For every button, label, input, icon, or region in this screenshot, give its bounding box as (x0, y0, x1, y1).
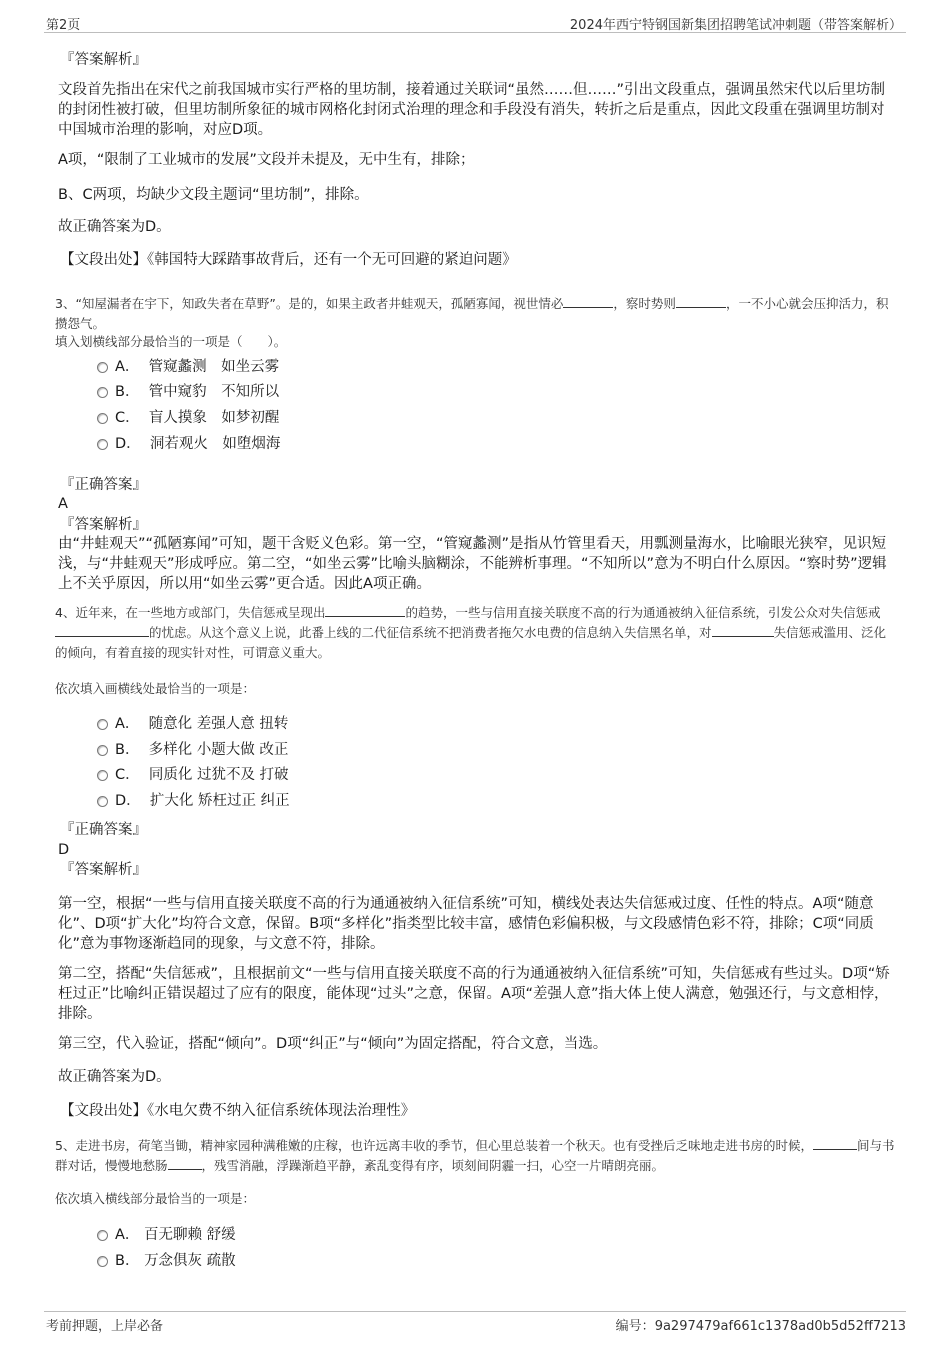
option-text: 随意化 差强人意 扭转 (148, 716, 289, 732)
option-text: 管中窥豹 不知所以 (148, 384, 280, 400)
document-title: 2024年西宁特钢国新集团招聘笔试冲刺题（带答案解析） (569, 18, 902, 33)
question-text: 的忧虑。从这个意义上说，此番上线的二代征信系统不把消费者拖欠水电费的信息纳入失信黑名单，对 (149, 625, 712, 640)
option-letter: A． (115, 716, 140, 732)
footer-slogan: 考前押题，上岸必备 (46, 1319, 164, 1334)
analysis-paragraph: 文段首先指出在宋代之前我国城市实行严格的里坊制，接着通过关联词“虽然……但……”引出文段重点，强调虽然宋代以后里坊制的封闭性被打破，但里坊制所象征的城市网格化封闭式治理的理念和手段没有消失，转折之后是重点，因此文段重在强调里坊制对中国城市治理的影响，对应D项。 (58, 82, 886, 138)
document-code (616, 1315, 906, 1334)
analysis-paragraph: A项，“限制了工业城市的发展”文段并未提及，无中生有，排除； (58, 152, 475, 168)
analysis-label: 『答案解析』 (60, 862, 147, 878)
page-footer (44, 1311, 906, 1336)
option-d[interactable] (97, 433, 281, 455)
option-d[interactable] (97, 790, 290, 812)
question-text: 4、近年来，在一些地方或部门，失信惩戒呈现出 (55, 605, 326, 620)
option-b[interactable] (97, 381, 280, 403)
question-text: 的趋势，一些与信用直接关联度不高的行为通通被纳入征信系统，引发公众对失信惩戒 (405, 605, 881, 620)
option-b[interactable] (97, 739, 289, 761)
analysis-label: 『答案解析』 (60, 517, 147, 533)
fill-blank (325, 604, 405, 617)
option-letter: B． (115, 384, 140, 400)
fill-blank (563, 295, 613, 308)
option-a[interactable] (97, 713, 289, 735)
question-text: 失信惩戒滥用、泛化的倾向，有着直接的现实针对性，可谓意义重大。 (55, 625, 887, 660)
option-a[interactable] (97, 1224, 236, 1246)
analysis-paragraph: 第二空，搭配“失信惩戒”，且根据前文“一些与信用直接关联度不高的行为通通被纳入征信系统”可知，失信惩戒有些过头。D项“矫枉过正”比喻纠正错误超过了应有的限度，能体现“过头”之意，保留。A项“差强人意”指大体上使人满意，勉强还行，与文意相悖，排除。 (58, 966, 890, 1022)
radio-button[interactable] (97, 719, 108, 730)
passage-source: 【文段出处】《韩国特大踩踏事故背后，还有一个无可回避的紧迫问题》 (60, 252, 517, 268)
analysis-paragraph: 由“井蛙观天”“孤陋寡闻”可知，题干含贬义色彩。第一空，“管窥蠡测”是指从竹管里看天，用瓢测量海水，比喻眼光狭窄，见识短浅，与“井蛙观天”形成呼应。第二空，“如坐云雾”比喻头脑糊涂，不能辨析事理。“不知所以”意为不明白什么原因。“察时势”逻辑上不关乎原因，所以用“如坐云雾”更合适。因此A项正确。 (58, 536, 887, 592)
correct-answer-label: 『正确答案』 (60, 822, 147, 838)
option-text: 盲人摸象 如梦初醒 (148, 410, 280, 426)
option-text: 万念俱灰 疏散 (144, 1253, 236, 1269)
question-instruction: 依次填入画横线处最恰当的一项是： (55, 681, 256, 696)
fill-blank (712, 624, 774, 637)
option-letter: B． (115, 742, 140, 758)
radio-button[interactable] (97, 387, 108, 398)
analysis-paragraph: B、C两项，均缺少文段主题词“里坊制”，排除。 (58, 187, 369, 203)
analysis-paragraph: 第三空，代入验证，搭配“倾向”。D项“纠正”与“倾向”为固定搭配，符合文意，当选。 (58, 1036, 608, 1052)
correct-answer: A (58, 496, 68, 512)
fill-blank (676, 295, 726, 308)
question-3-stem (55, 294, 897, 334)
code-value: 9a297479af661c1378ad0b5d52ff7213 (654, 1319, 906, 1334)
code-label: 编号： (615, 1319, 655, 1334)
option-letter: C． (115, 767, 140, 783)
radio-button[interactable] (97, 745, 108, 756)
option-text: 百无聊赖 舒缓 (144, 1227, 236, 1243)
fill-blank (55, 624, 149, 637)
radio-button[interactable] (97, 796, 108, 807)
fill-blank (168, 1157, 202, 1170)
question-text: 5、走进书房，荷笔当锄，精神家园种满稚嫩的庄稼，也许远离丰收的季节，但心里总装着一个秋天。也有受挫后乏味地走进书房的时候， (55, 1138, 813, 1153)
analysis-paragraph: 故正确答案为D。 (58, 219, 171, 235)
question-instruction: 依次填入横线部分最恰当的一项是： (55, 1191, 256, 1206)
option-text: 同质化 过犹不及 打破 (148, 767, 289, 783)
analysis-label: 『答案解析』 (60, 52, 147, 68)
option-letter: A． (115, 1227, 140, 1243)
question-text: 间与书群对话，慢慢地愁肠 (55, 1138, 895, 1173)
option-letter: D． (115, 436, 141, 452)
option-c[interactable] (97, 407, 280, 429)
option-letter: A． (115, 359, 140, 375)
radio-button[interactable] (97, 413, 108, 424)
analysis-paragraph: 第一空，根据“一些与信用直接关联度不高的行为通通被纳入征信系统”可知，横线处表达失信惩戒过度、任性的特点。A项“随意化”、D项“扩大化”均符合文意，保留。B项“多样化”指类型比较丰富，感情色彩偏积极，与文段感情色彩不符，排除；C项“同质化”意为事物逐渐趋同的现象，与文意不符，排除。 (58, 896, 874, 952)
option-text: 扩大化 矫枉过正 纠正 (149, 793, 290, 809)
page-header (44, 12, 906, 33)
radio-button[interactable] (97, 362, 108, 373)
option-text: 管窥蠡测 如坐云雾 (148, 359, 280, 375)
option-letter: D． (115, 793, 141, 809)
question-5-stem (55, 1136, 897, 1176)
option-b[interactable] (97, 1250, 236, 1272)
radio-button[interactable] (97, 439, 108, 450)
page-number: 第2页 (46, 18, 81, 33)
option-text: 多样化 小题大做 改正 (148, 742, 289, 758)
radio-button[interactable] (97, 1256, 108, 1267)
option-a[interactable] (97, 356, 280, 378)
correct-answer: D (58, 842, 70, 858)
fill-blank (813, 1137, 857, 1150)
passage-source: 【文段出处】《水电欠费不纳入征信系统体现法治理性》 (60, 1103, 416, 1119)
radio-button[interactable] (97, 770, 108, 781)
question-text: ，一不小心就会压抑活力，积攒怨气。 (55, 296, 889, 331)
analysis-paragraph: 故正确答案为D。 (58, 1069, 171, 1085)
option-c[interactable] (97, 764, 289, 786)
question-4-stem (55, 603, 897, 663)
option-letter: B． (115, 1253, 140, 1269)
option-letter: C． (115, 410, 140, 426)
correct-answer-label: 『正确答案』 (60, 477, 147, 493)
radio-button[interactable] (97, 1230, 108, 1241)
option-text: 洞若观火 如堕烟海 (149, 436, 281, 452)
question-text: ，残雪消融，浮躁渐趋平静，紊乱变得有序，顷刻间阴霾一扫，心空一片晴朗亮丽。 (201, 1158, 665, 1173)
question-text: ，察时势则 (613, 296, 676, 311)
question-instruction: 填入划横线部分最恰当的一项是（ ）。 (55, 334, 287, 349)
question-text: 3、“知屋漏者在宇下，知政失者在草野”。是的，如果主政者井蛙观天，孤陋寡闻，视世情必 (55, 296, 564, 311)
